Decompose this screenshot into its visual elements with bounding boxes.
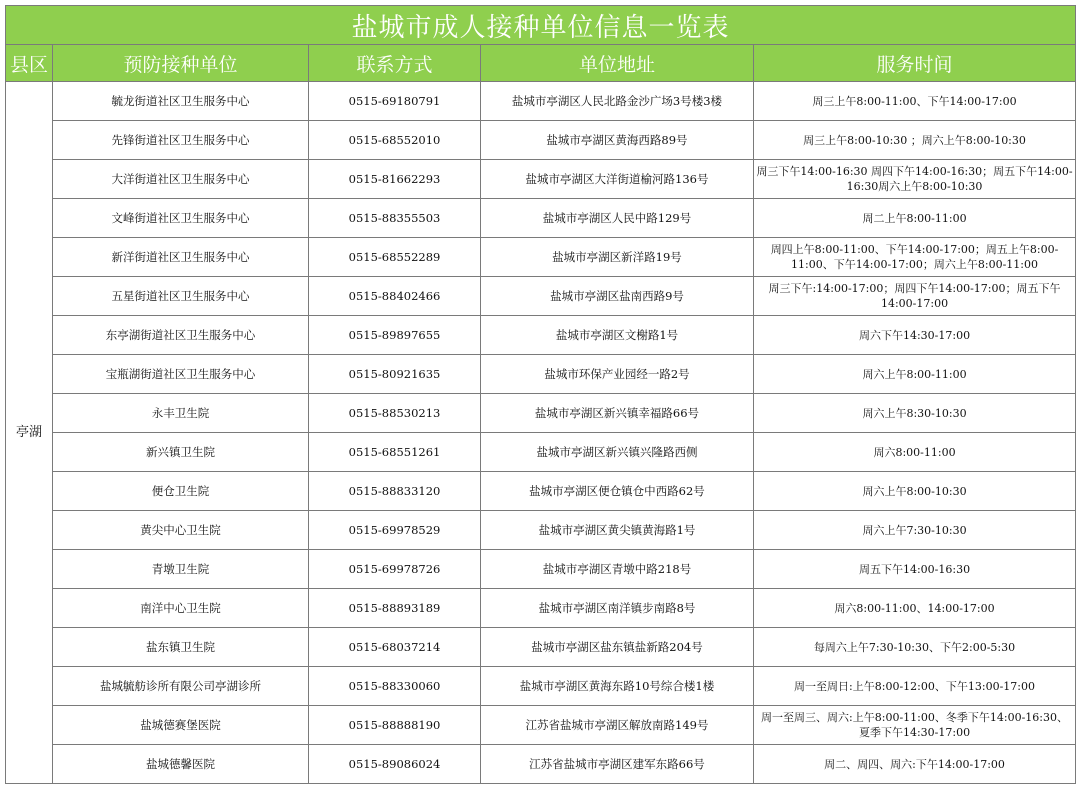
cell-address: 盐城市亭湖区新兴镇兴隆路西侧 — [481, 433, 754, 472]
cell-unit: 东亭湖街道社区卫生服务中心 — [53, 316, 309, 355]
spreadsheet — [5, 5, 1075, 785]
table-row — [6, 706, 1076, 745]
cell-address: 盐城市环保产业园经一路2号 — [481, 355, 754, 394]
cell-hours: 周六上午8:30-10:30 — [754, 394, 1076, 433]
cell-hours: 周三下午:14:00-17:00；周四下午14:00-17:00；周五下午14:00-17:00 — [754, 277, 1076, 316]
cell-hours: 周三下午14:00-16:30 周四下午14:00-16:30；周五下午14:00-16:30周六上午8:00-10:30 — [754, 160, 1076, 199]
cell-unit: 永丰卫生院 — [53, 394, 309, 433]
cell-address: 盐城市亭湖区人民北路金沙广场3号楼3楼 — [481, 82, 754, 121]
cell-address: 盐城市亭湖区南洋镇步南路8号 — [481, 589, 754, 628]
cell-address: 江苏省盐城市亭湖区解放南路149号 — [481, 706, 754, 745]
cell-address: 盐城市亭湖区大洋街道榆河路136号 — [481, 160, 754, 199]
cell-phone: 0515-88833120 — [309, 472, 481, 511]
table-row — [6, 433, 1076, 472]
cell-phone: 0515-88888190 — [309, 706, 481, 745]
cell-hours: 周一至周三、周六:上午8:00-11:00、冬季下午14:00-16:30、夏季下午14:30-17:00 — [754, 706, 1076, 745]
table-row — [6, 277, 1076, 316]
cell-hours: 周二、周四、周六:下午14:00-17:00 — [754, 745, 1076, 784]
cell-unit: 五星街道社区卫生服务中心 — [53, 277, 309, 316]
cell-hours: 周四上午8:00-11:00、下午14:00-17:00；周五上午8:00-11:00、下午14:00-17:00；周六上午8:00-11:00 — [754, 238, 1076, 277]
cell-address: 盐城市亭湖区人民中路129号 — [481, 199, 754, 238]
cell-address: 盐城市亭湖区盐东镇盐新路204号 — [481, 628, 754, 667]
cell-hours: 周六下午14:30-17:00 — [754, 316, 1076, 355]
cell-hours: 周六8:00-11:00 — [754, 433, 1076, 472]
table-body — [6, 82, 1076, 784]
cell-address: 盐城市亭湖区青墩中路218号 — [481, 550, 754, 589]
cell-phone: 0515-68552010 — [309, 121, 481, 160]
table-row — [6, 589, 1076, 628]
cell-address: 盐城市亭湖区黄尖镇黄海路1号 — [481, 511, 754, 550]
cell-phone: 0515-69978529 — [309, 511, 481, 550]
table-row — [6, 394, 1076, 433]
cell-address: 盐城市亭湖区新兴镇幸福路66号 — [481, 394, 754, 433]
cell-hours: 周六上午7:30-10:30 — [754, 511, 1076, 550]
cell-phone: 0515-88330060 — [309, 667, 481, 706]
cell-phone: 0515-68552289 — [309, 238, 481, 277]
cell-unit: 盐城毓舫诊所有限公司亭湖诊所 — [53, 667, 309, 706]
cell-hours: 周一至周日:上午8:00-12:00、下午13:00-17:00 — [754, 667, 1076, 706]
cell-address: 盐城市亭湖区黄海东路10号综合楼1楼 — [481, 667, 754, 706]
cell-address: 盐城市亭湖区黄海西路89号 — [481, 121, 754, 160]
cell-unit: 宝瓶湖街道社区卫生服务中心 — [53, 355, 309, 394]
table-row — [6, 667, 1076, 706]
header-unit: 预防接种单位 — [53, 45, 309, 82]
cell-address: 盐城市亭湖区新洋路19号 — [481, 238, 754, 277]
cell-hours: 周三上午8:00-11:00、下午14:00-17:00 — [754, 82, 1076, 121]
cell-hours: 周六上午8:00-10:30 — [754, 472, 1076, 511]
cell-phone: 0515-88355503 — [309, 199, 481, 238]
cell-unit: 文峰街道社区卫生服务中心 — [53, 199, 309, 238]
table-row — [6, 316, 1076, 355]
cell-unit: 盐城德赛堡医院 — [53, 706, 309, 745]
cell-hours: 周二上午8:00-11:00 — [754, 199, 1076, 238]
cell-unit: 南洋中心卫生院 — [53, 589, 309, 628]
vaccination-unit-table — [5, 5, 1076, 784]
cell-phone: 0515-88893189 — [309, 589, 481, 628]
cell-phone: 0515-68037214 — [309, 628, 481, 667]
cell-unit: 便仓卫生院 — [53, 472, 309, 511]
table-row — [6, 550, 1076, 589]
cell-phone: 0515-69978726 — [309, 550, 481, 589]
cell-address: 盐城市亭湖区盐南西路9号 — [481, 277, 754, 316]
table-row — [6, 82, 1076, 121]
cell-address: 江苏省盐城市亭湖区建军东路66号 — [481, 745, 754, 784]
table-row — [6, 355, 1076, 394]
cell-unit: 毓龙街道社区卫生服务中心 — [53, 82, 309, 121]
cell-unit: 盐东镇卫生院 — [53, 628, 309, 667]
cell-unit: 先锋街道社区卫生服务中心 — [53, 121, 309, 160]
cell-hours: 周五下午14:00-16:30 — [754, 550, 1076, 589]
cell-phone: 0515-81662293 — [309, 160, 481, 199]
table-row — [6, 160, 1076, 199]
table-row — [6, 121, 1076, 160]
table-row — [6, 238, 1076, 277]
header-contact: 联系方式 — [309, 45, 481, 82]
cell-hours: 周六上午8:00-11:00 — [754, 355, 1076, 394]
cell-district: 亭湖 — [6, 82, 53, 784]
table-row — [6, 745, 1076, 784]
cell-hours: 周六8:00-11:00、14:00-17:00 — [754, 589, 1076, 628]
table-row — [6, 511, 1076, 550]
cell-phone: 0515-69180791 — [309, 82, 481, 121]
cell-phone: 0515-88402466 — [309, 277, 481, 316]
cell-unit: 青墩卫生院 — [53, 550, 309, 589]
cell-unit: 新洋街道社区卫生服务中心 — [53, 238, 309, 277]
cell-unit: 新兴镇卫生院 — [53, 433, 309, 472]
header-hours: 服务时间 — [754, 45, 1076, 82]
cell-hours: 每周六上午7:30-10:30、下午2:00-5:30 — [754, 628, 1076, 667]
table-row — [6, 199, 1076, 238]
header-district: 县区 — [6, 45, 53, 82]
cell-phone: 0515-88530213 — [309, 394, 481, 433]
cell-phone: 0515-89086024 — [309, 745, 481, 784]
cell-phone: 0515-68551261 — [309, 433, 481, 472]
cell-hours: 周三上午8:00-10:30 ；周六上午8:00-10:30 — [754, 121, 1076, 160]
header-address: 单位地址 — [481, 45, 754, 82]
cell-unit: 盐城德馨医院 — [53, 745, 309, 784]
cell-address: 盐城市亭湖区便仓镇仓中西路62号 — [481, 472, 754, 511]
cell-phone: 0515-89897655 — [309, 316, 481, 355]
cell-unit: 大洋街道社区卫生服务中心 — [53, 160, 309, 199]
cell-phone: 0515-80921635 — [309, 355, 481, 394]
cell-address: 盐城市亭湖区文榭路1号 — [481, 316, 754, 355]
cell-unit: 黄尖中心卫生院 — [53, 511, 309, 550]
table-title: 盐城市成人接种单位信息一览表 — [6, 6, 1076, 45]
table-row — [6, 472, 1076, 511]
table-row — [6, 628, 1076, 667]
